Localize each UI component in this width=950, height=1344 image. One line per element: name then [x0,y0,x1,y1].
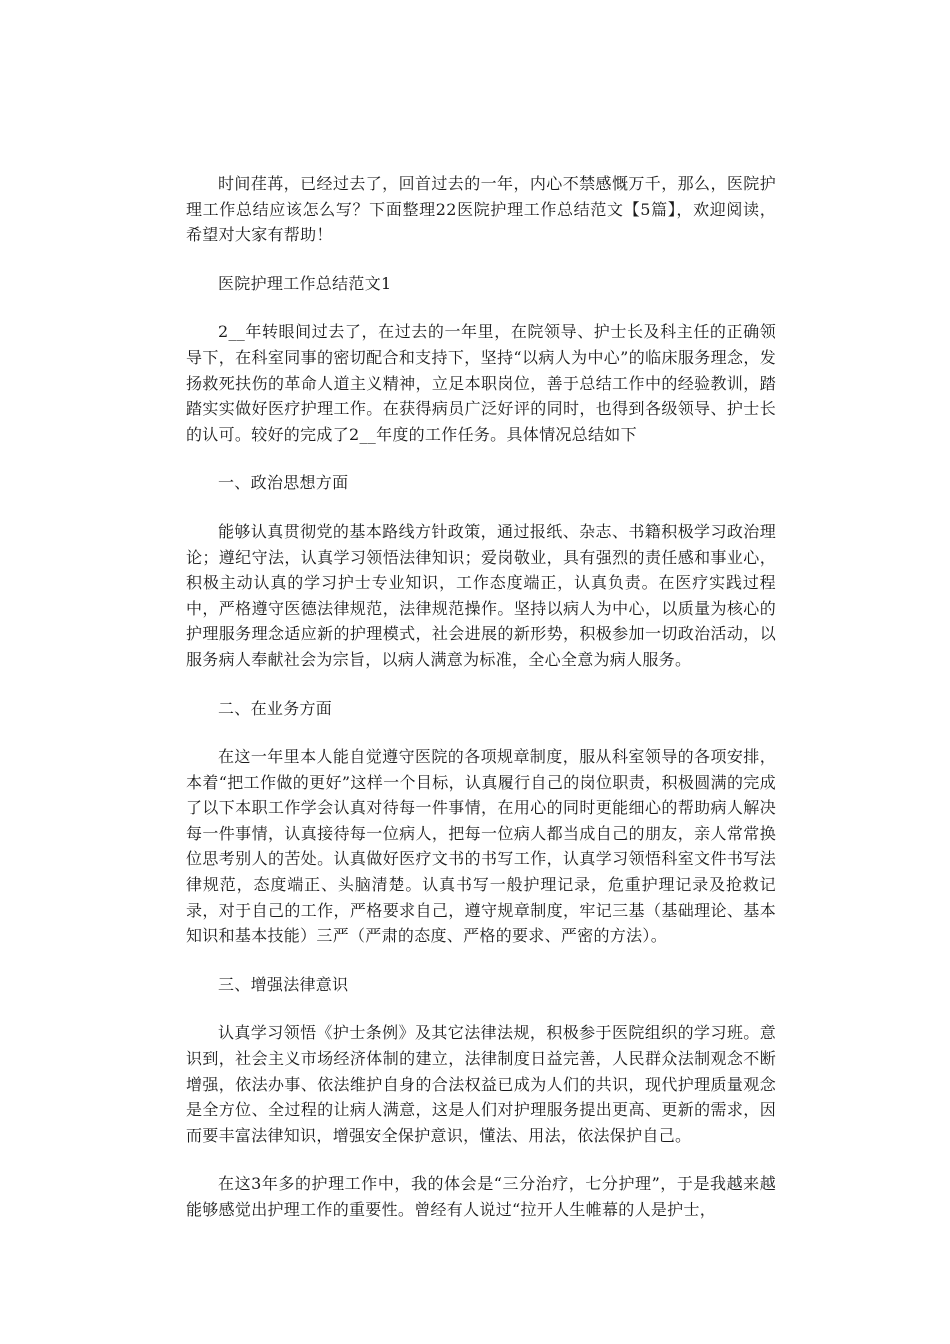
intro-paragraph: 时间荏苒，已经过去了，回首过去的一年，内心不禁感慨万千，那么，医院护理工作总结应该怎么写？下面整理22医院护理工作总结范文【5篇】，欢迎阅读，希望对大家有帮助！ [186,174,776,245]
closing-paragraph: 在这3年多的护理工作中，我的体会是“三分治疗，七分护理”，于是我越来越能够感觉出护理工作的重要性。曾经有人说过“拉开人生帷幕的人是护士， [186,1174,776,1219]
section-body-business: 在这一年里本人能自觉遵守医院的各项规章制度，服从科室领导的各项安排，本着“把工作做的更好”这样一个目标，认真履行自己的岗位职责，积极圆满的完成了以下本职工作学会认真对待每一件事情，在用心的同时更能细心的帮助病人解决每一件事情，认真接待每一位病人，把每一位病人都当成自己的朋友，亲人常常换位思考别人的苦处。认真做好医疗文书的书写工作，认真学习领悟科室文件书写法律规范，态度端正、头脑清楚。认真书写一般护理记录，危重护理记录及抢救记录，对于自己的工作，严格要求自己，遵守规章制度，牢记三基（基础理论、基本知识和基本技能）三严（严肃的态度、严格的要求、严密的方法）。 [186,747,776,946]
opening-paragraph: 2__年转眼间过去了，在过去的一年里，在院领导、护士长及科主任的正确领导下，在科室同事的密切配合和支持下，坚持“以病人为中心”的临床服务理念，发扬救死扶伤的革命人道主义精神，立足本职岗位，善于总结工作中的经验教训，踏踏实实做好医疗护理工作。在获得病员广泛好评的同时，也得到各级领导、护士长的认可。较好的完成了2__年度的工作任务。具体情况总结如下 [186,322,776,444]
section-body-politics: 能够认真贯彻党的基本路线方针政策，通过报纸、杂志、书籍积极学习政治理论；遵纪守法，认真学习领悟法律知识；爱岗敬业，具有强烈的责任感和事业心，积极主动认真的学习护士专业知识，工作态度端正，认真负责。在医疗实践过程中，严格遵守医德法律规范，法律规范操作。坚持以病人为中心，以质量为核心的护理服务理念适应新的护理模式，社会进展的新形势，积极参加一切政治活动，以服务病人奉献社会为宗旨，以病人满意为标准，全心全意为病人服务。 [186,521,776,669]
article-title: 医院护理工作总结范文1 [218,273,392,293]
section-heading-business: 二、在业务方面 [218,698,333,718]
section-heading-politics: 一、政治思想方面 [218,473,349,493]
document-body [186,171,776,1223]
section-body-law: 认真学习领悟《护士条例》及其它法律法规，积极参于医院组织的学习班。意识到，社会主义市场经济体制的建立，法律制度日益完善，人民群众法制观念不断增强，依法办事、依法维护自身的合法权益已成为人们的共识，现代护理质量观念是全方位、全过程的让病人满意，这是人们对护理服务提出更高、更新的需求，因而要丰富法律知识，增强安全保护意识，懂法、用法，依法保护自己。 [186,1023,776,1145]
section-heading-law: 三、增强法律意识 [218,974,349,994]
